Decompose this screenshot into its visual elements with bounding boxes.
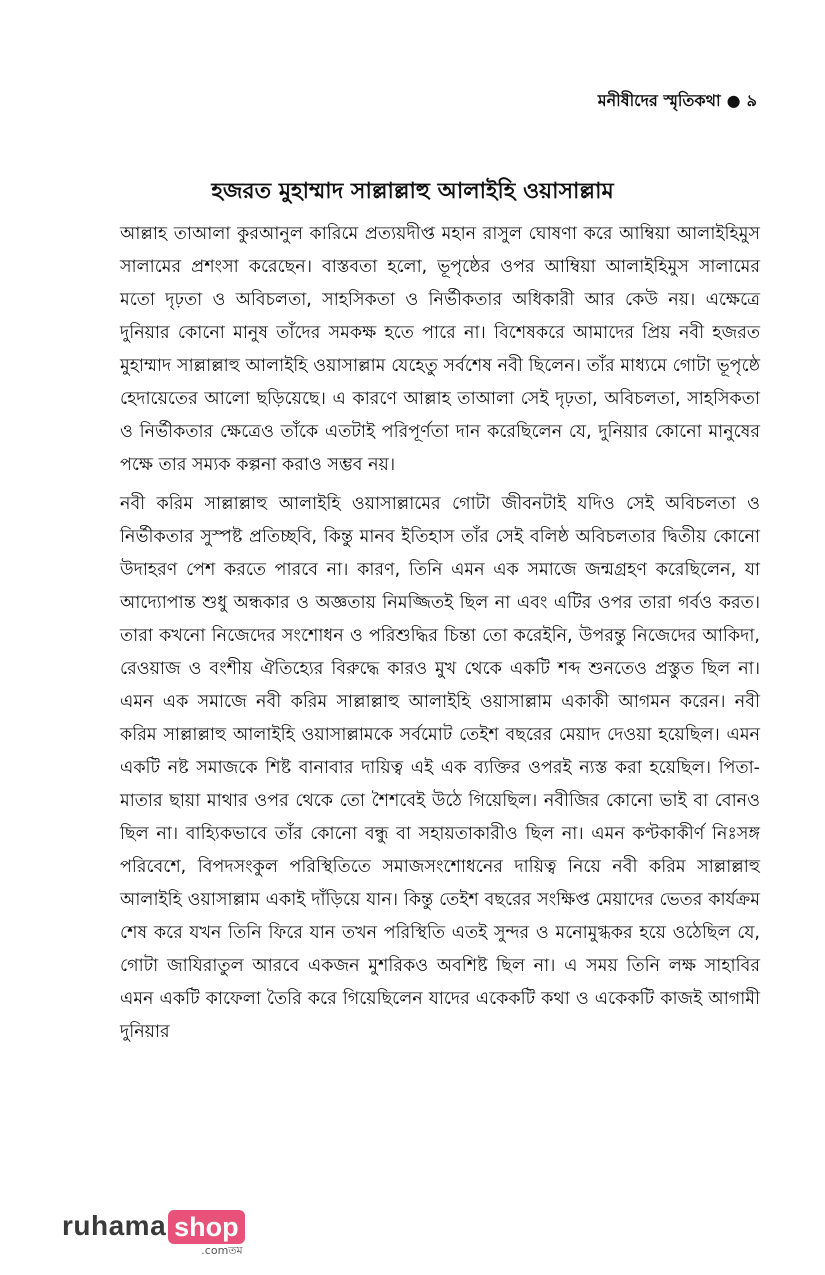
chapter-title: হজরত মুহাম্মাদ সাল্লাল্লাহু আলাইহি ওয়াসাল্লাম	[211, 179, 614, 204]
logo-word: ruhama	[62, 1210, 167, 1241]
running-header	[598, 88, 757, 115]
body-text	[120, 218, 760, 1055]
logo-badge: shop	[168, 1210, 245, 1244]
paragraph-2: নবী করিম সাল্লাল্লাহু আলাইহি ওয়াসাল্লামের গোটা জীবনটাই যদিও সেই অবিচলতা ও নির্ভীকতার সুস্পষ্ট প্রতিচ্ছবি, কিন্তু মানব ইতিহাস তাঁর সেই বলিষ্ঠ অবিচলতার দ্বিতীয় কোনো উদাহরণ পেশ করতে পারবে না। কারণ, তিনি এমন এক সমাজে জন্মগ্রহণ করেছিলেন, যা আদ্যোপান্ত শুধু অন্ধকার ও অজ্ঞতায় নিমজ্জিতই ছিল না এবং এটির ওপর তারা গর্বও করত। তারা কখনো নিজেদের সংশোধন ও পরিশুদ্ধির চিন্তা তো করেইনি, উপরন্তু নিজেদের আকিদা, রেওয়াজ ও বংশীয় ঐতিহ্যের বিরুদ্ধে কারও মুখ থেকে একটি শব্দ শুনতেও প্রস্তুত ছিল না। এমন এক সমাজে নবী করিম সাল্লাল্লাহু আলাইহি ওয়াসাল্লাম একাকী আগমন করেন। নবী করিম সাল্লাল্লাহু আলাইহি ওয়াসাল্লামকে সর্বমোট তেইশ বছরের মেয়াদ দেওয়া হয়েছিল। এমন একটি নষ্ট সমাজকে শিষ্ট বানাবার দায়িত্ব এই এক ব্যক্তির ওপরই ন্যস্ত করা হয়েছিল। পিতা-মাতার ছায়া মাথার ওপর থেকে তো শৈশবেই উঠে গিয়েছিল। নবীজির কোনো ভাই বা বোনও ছিল না। বাহ্যিকভাবে তাঁর কোনো বন্ধু বা সহায়তাকারীও ছিল না। এমন কণ্টকাকীর্ণ নিঃসঙ্গ পরিবেশে, বিপদসংকুল পরিস্থিতিতে সমাজসংশোধনের দায়িত্ব নিয়ে নবী করিম সাল্লাল্লাহু আলাইহি ওয়াসাল্লাম একাই দাঁড়িয়ে যান। কিন্তু তেইশ বছরের সংক্ষিপ্ত মেয়াদের ভেতর কার্যক্রম শেষ করে যখন তিনি ফিরে যান তখন পরিস্থিতি এতই সুন্দর ও মনোমুগ্ধকর হয়ে ওঠেছিল যে, গোটা জাযিরাতুল আরবে একজন মুশরিকও অবশিষ্ট ছিল না। এ সময় তিনি লক্ষ সাহাবির এমন একটি কাফেলা তৈরি করে গিয়েছিলেন যাদের একেকটি কথা ও একেকটি কাজই আগামী দুনিয়ার	[120, 494, 760, 1042]
page-number: ৯	[746, 91, 757, 110]
publisher-watermark-logo	[62, 1210, 245, 1257]
paragraph-1: আল্লাহ তাআলা কুরআনুল কারিমে প্রত্যয়দীপ্ত মহান রাসুল ঘোষণা করে আম্বিয়া আলাইহিমুস সালামের প্রশংসা করেছেন। বাস্তবতা হলো, ভূপৃষ্ঠের ওপর আম্বিয়া আলাইহিমুস সালামের মতো দৃঢ়তা ও অবিচলতা, সাহসিকতা ও নির্ভীকতার অধিকারী আর কেউ নয়। এক্ষেত্রে দুনিয়ার কোনো মানুষ তাঁদের সমকক্ষ হতে পারে না। বিশেষকরে আমাদের প্রিয় নবী হজরত মুহাম্মাদ সাল্লাল্লাহু আলাইহি ওয়াসাল্লাম যেহেতু সর্বশেষ নবী ছিলেন। তাঁর মাধ্যমে গোটা ভূপৃষ্ঠে হেদায়েতের আলো ছড়িয়েছে। এ কারণে আল্লাহ তাআলা সেই দৃঢ়তা, অবিচলতা, সাহসিকতা ও নির্ভীকতার ক্ষেত্রেও তাঁকে এতটাই পরিপূর্ণতা দান করেছিলেন যে, দুনিয়ার কোনো মানুষের পক্ষে তার সম্যক কল্পনা করাও সম্ভব নয়।	[120, 224, 760, 475]
bullet-separator: ●	[726, 91, 741, 110]
logo-domain: .comতম	[201, 1244, 243, 1257]
running-title: মনীষীদের স্মৃতিকথা	[597, 91, 721, 110]
